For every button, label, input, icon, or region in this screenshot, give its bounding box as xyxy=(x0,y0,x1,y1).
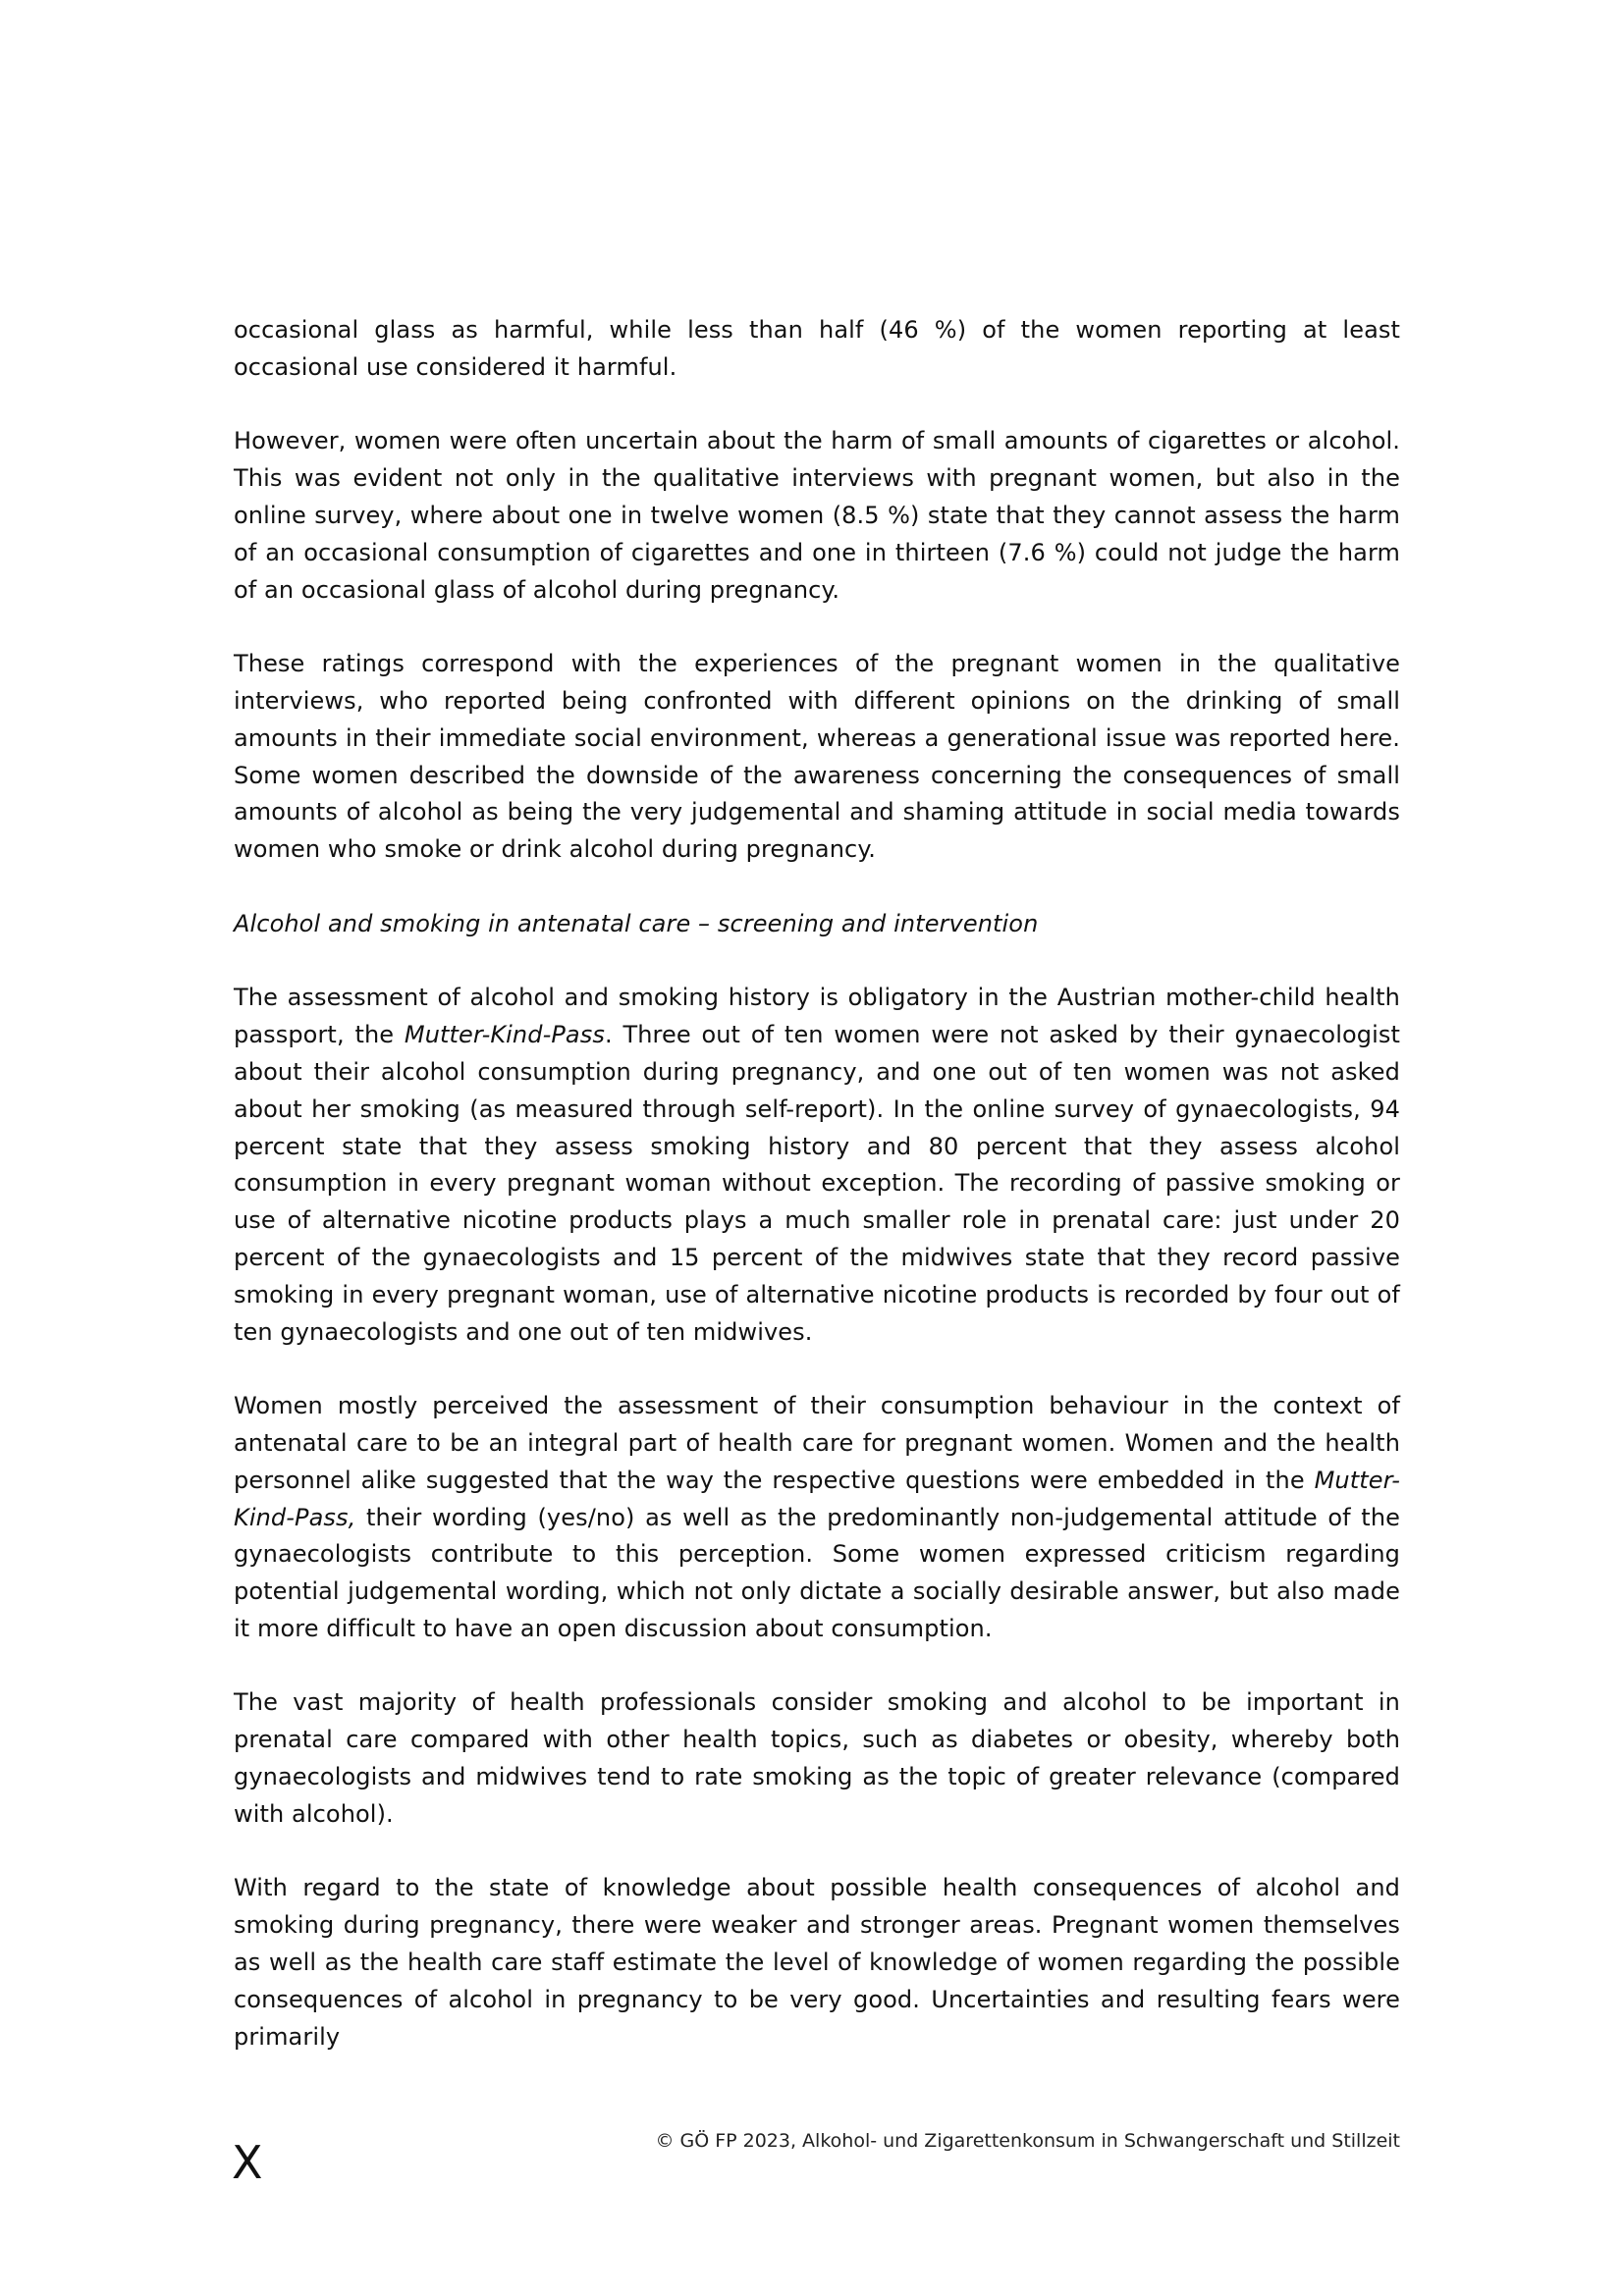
paragraph-text: The assessment of alcohol and smoking history is obligatory in the Austrian mother-child health passport, the xyxy=(234,984,1400,1049)
paragraph-uncertainty: However, women were often uncertain about the harm of small amounts of cigarettes or alcohol. This was evident not only in the qualitative interviews with pregnant women, but also in the online survey, where about one in twelve women (8.5 %) state that they cannot assess the harm of an occasional consumption of cigarettes and one in thirteen (7.6 %) could not judge the harm of an occasional glass of alcohol during pregnancy. xyxy=(234,427,1400,604)
paragraph-state-of-knowledge: With regard to the state of knowledge about possible health consequences of alcohol and smoking during pregnancy, there were weaker and stronger areas. Pregnant women themselves as well as the health care staff estimate the level of knowledge of women regarding the possible consequences of alcohol in pregnancy to be very good. Uncertainties and resulting fears were primarily xyxy=(234,1874,1400,2051)
footer-copyright: © GÖ FP 2023, Alkohol- und Zigarettenkonsum in Schwangerschaft und Stillzeit xyxy=(655,2130,1400,2152)
section-subheading: Alcohol and smoking in antenatal care – screening and intervention xyxy=(234,909,1039,937)
paragraph-text: their wording (yes/no) as well as the predominantly non-judgemental attitude of the gynaecologists contribute to this perception. Some women expressed criticism regarding potential judgemental wording, which not only dictate a socially desirable answer, but also made it more difficult to have an open discussion about consumption. xyxy=(234,1503,1400,1642)
paragraph-text: Women mostly perceived the assessment of their consumption behaviour in the context of antenatal care to be an integral part of health care for pregnant women. Women and the health personnel alike suggested that the way the respective questions were embedded in the xyxy=(234,1392,1400,1494)
paragraph-assessment-history xyxy=(234,980,1400,1351)
paragraph-harm-rating: occasional glass as harmful, while less than half (46 %) of the women reporting at least occasional use considered it harmful. xyxy=(234,316,1400,381)
page-number-mark: X xyxy=(232,2136,263,2189)
paragraph-perceived-assessment xyxy=(234,1388,1400,1648)
paragraph-health-professionals: The vast majority of health professionals consider smoking and alcohol to be important in prenatal care compared with other health topics, such as diabetes or obesity, whereby both gynaecologists and midwives tend to rate smoking as the topic of greater relevance (compared with alcohol). xyxy=(234,1688,1400,1828)
mutter-kind-pass-term: Mutter-Kind-Pass xyxy=(404,1021,605,1049)
paragraph-ratings-correspond: These ratings correspond with the experiences of the pregnant women in the qualitative interviews, who reported being confronted with different opinions on the drinking of small amounts in their immediate social environment, whereas a generational issue was reported here. Some women described the downside of the awareness concerning the consequences of small amounts of alcohol as being the very judgemental and shaming attitude in social media towards women who smoke or drink alcohol during pregnancy. xyxy=(234,650,1400,864)
mutter-kind-pass-term: Mutter-Kind-Pass, xyxy=(234,1466,1400,1531)
body-text xyxy=(234,312,1400,2056)
paragraph-text: . Three out of ten women were not asked by their gynaecologist about their alcohol consumption during pregnancy, and one out of ten women was not asked about her smoking (as measured through self-report). In the online survey of gynaecologists, 94 percent state that they assess smoking history and 80 percent that they assess alcohol consumption in every pregnant woman without exception. The recording of passive smoking or use of alternative nicotine products plays a much smaller role in prenatal care: just under 20 percent of the gynaecologists and 15 percent of the midwives state that they record passive smoking in every pregnant woman, use of alternative nicotine products is recorded by four out of ten gynaecologists and one out of ten midwives. xyxy=(234,1021,1400,1346)
